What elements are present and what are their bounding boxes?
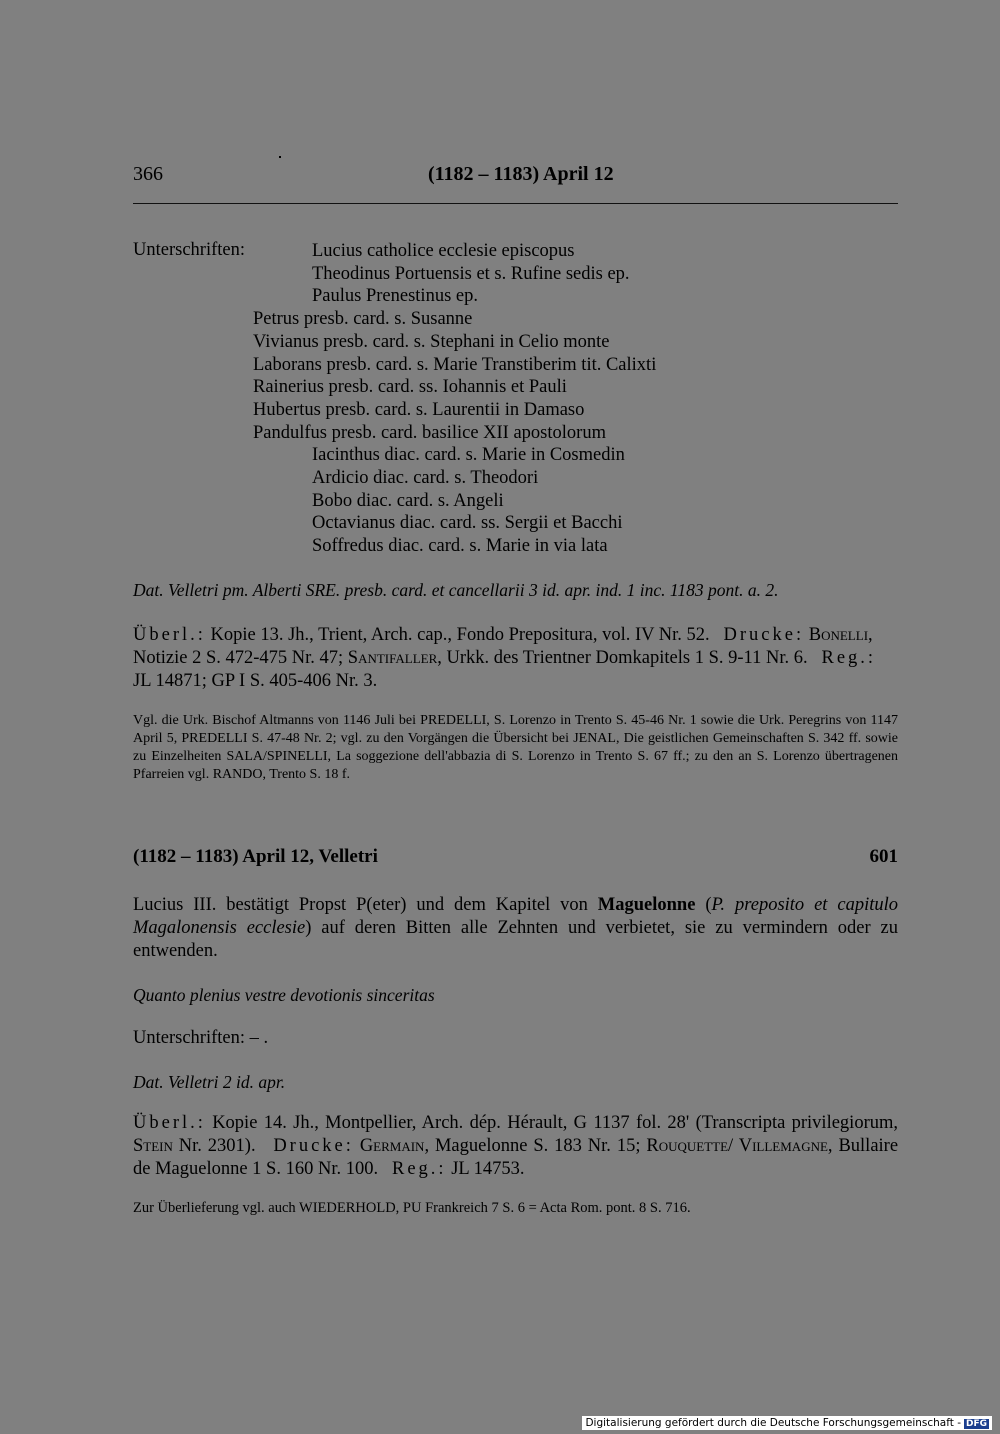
signature-line: Soffredus diac. card. s. Marie in via lata [312,536,608,557]
drucke-label: Drucke: [723,625,805,645]
signatures-empty: Unterschriften: – . [133,1028,269,1048]
transmission-paragraph [133,1112,898,1181]
drucke-text: , Urkk. des Trientner Domkapitels 1 S. 9-11 Nr. 6. [437,648,808,668]
ueberl-text: Kopie 13. Jh., Trient, Arch. cap., Fondo Prepositura, vol. IV Nr. 52. [205,625,710,645]
funding-footer [582,1416,992,1430]
document-heading: (1182 – 1183) April 12, Velletri [133,846,378,867]
drucke-text: , Notizie 2 S. 472-475 Nr. 47; [133,625,873,668]
signature-line: Petrus presb. card. s. Susanne [253,309,473,330]
signature-line: Hubertus presb. card. s. Laurentii in Damaso [253,399,585,420]
dfg-logo: DFG [965,1419,987,1429]
signature-line: Laborans presb. card. s. Marie Transtiberim tit. Calixti [253,354,657,375]
regest-text: ) auf deren Bitten alle Zehnten und verbietet, sie zu vermindern oder zu entwenden. [133,918,899,961]
page-number: 366 [133,163,163,185]
signature-line: Paulus Prenestinus ep. [312,286,478,307]
author-name: Germain [359,1136,425,1156]
ueberl-text: Kopie 14. Jh., Montpellier, Arch. dép. Hérault, G 1137 fol. 28' (Transcripta privilegiorum, [205,1113,898,1133]
reg-label: Reg.: [391,1159,447,1179]
signatures-list [0,240,656,558]
regest-text: Lucius III. bestätigt Propst P(eter) und dem Kapitel von [133,895,598,915]
signature-line: Iacinthus diac. card. s. Marie in Cosmedin [312,445,625,466]
reg-label: Reg.: [821,648,877,668]
page-header-title: (1182 – 1183) April 12 [428,163,614,185]
signature-line: Rainerius presb. card. ss. Iohannis et Pauli [253,377,567,398]
drucke-label: Drucke: [273,1136,354,1156]
scan-speck [279,156,281,158]
author-name: Stein [133,1136,173,1156]
signatures-label: Unterschriften: [133,240,245,260]
commentary-note: Vgl. die Urk. Bischof Altmanns von 1146 Juli bei PREDELLI, S. Lorenzo in Trento S. 45-46 Nr. 1 sowie die Urk. Peregrins von 1147 April 5, PREDELLI S. 47-48 Nr. 2; vgl. zu den Vorgängen die Übersicht bei JENAL, Die geistlichen Gemeinschaften S. 342 ff. sowie zu Einzelheiten SALA/SPINELLI, La soggezione dell'abbazia di S. Lorenzo in Trento S. 67 ff.; zu den an S. Lorenzo übertragenen Pfarreien vgl. RANDO, Trento S. 18 f. [133,713,898,782]
author-name: Rouquette/ Villemagne [646,1136,828,1156]
drucke-text: , Maguelonne S. 183 Nr. 15; [424,1136,647,1156]
reg-text: JL 14871; GP I S. 405-406 Nr. 3. [133,671,378,691]
transmission-paragraph [133,624,898,693]
ueberl-label: Überl.: [133,1113,206,1133]
reg-text: JL 14753. [446,1159,525,1179]
regest-text: ( [695,895,712,915]
signature-line: Theodinus Portuensis et s. Rufine sedis ep. [312,263,630,284]
author-name: Santifaller [347,648,438,668]
document-number: 601 [869,846,898,867]
footer-text: Digitalisierung gefördert durch die Deutsche Forschungsgemeinschaft - [585,1417,961,1429]
signature-line: Bobo diac. card. s. Angeli [312,490,504,511]
regest-paragraph [133,894,898,963]
signature-line: Pandulfus presb. card. basilice XII apostolorum [253,422,606,443]
incipit: Quanto plenius vestre devotionis sinceritas [133,985,435,1005]
commentary-note: Zur Überlieferung vgl. auch WIEDERHOLD, PU Frankreich 7 S. 6 = Acta Rom. pont. 8 S. 716. [133,1200,691,1216]
signature-line: Ardicio diac. card. s. Theodori [312,468,539,489]
ueberl-label: Überl.: [133,625,206,645]
signature-line: Octavianus diac. card. ss. Sergii et Bacchi [312,513,623,534]
ueberl-text: Nr. 2301). [172,1136,256,1156]
author-name: Bonelli [808,625,869,645]
dating-clause: Dat. Velletri pm. Alberti SRE. presb. card. et cancellarii 3 id. apr. ind. 1 inc. 1183 pont. a. 2. [133,580,779,600]
signature-line: Vivianus presb. card. s. Stephani in Celio monte [253,331,610,352]
place-name: Maguelonne [597,895,696,915]
dating-clause: Dat. Velletri 2 id. apr. [133,1072,286,1092]
latin-addressee: P. preposito et capitulo Magalonensis ecclesie [133,895,898,938]
drucke-text: , Bullaire de Maguelonne 1 S. 160 Nr. 100. [133,1136,899,1179]
signature-line: Lucius catholice ecclesie episcopus [312,241,575,261]
header-rule [133,203,898,204]
